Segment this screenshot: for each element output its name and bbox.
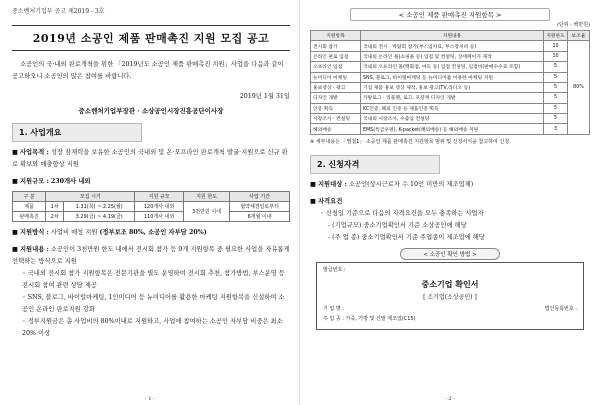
th-content: 지원내용 xyxy=(361,31,544,41)
cert-number: 발급번호 : xyxy=(323,266,346,273)
table-row xyxy=(311,124,590,134)
content-label: 지원내용 : xyxy=(19,246,49,253)
table-row xyxy=(311,103,590,113)
intro-paragraph: 소공인의 국·내외 판로개척을 위한 「2019년도 소공인 제품 판매촉진 지원」사업을 다음과 같이 공고하오니 소공인의 많은 참여를 바랍니다. xyxy=(12,61,284,80)
sub-text: 국내외 전시회 참가 지원항목은 전문기관을 별도 운영하여 전시회 추천, 참가방법, 부스운영 등 전시회 참여 관련 상담 제공 xyxy=(22,270,285,289)
method-item: ■ 지원방식 : 사업비 매칭 지원 (정부보조 80%, 소공인 자부담 20%) xyxy=(12,229,207,236)
sub-text: 정부지원금은 총 사업비의 80%이내로 지원하고, 사업에 참여하는 소공인 자부담 비중은 최소 20% 이상 xyxy=(22,318,283,337)
qual-2: - (주 업 종) 중소기업확인서 기준 주업종이 제조업에 해당 xyxy=(328,233,485,241)
table-cell: 10 xyxy=(544,41,568,51)
content-sub-1: ◦ 국내외 전시회 참가 지원항목은 전문기관을 별도 운영하여 전시회 추천, 참가방법, 부스운영 등 전시회 참여 관련 상담 제공 xyxy=(22,270,285,289)
table-cell: 3.29(금) ~ 4.19(금) xyxy=(64,212,135,222)
th-scale: 지원 규모 xyxy=(135,192,184,202)
table-cell: 국내외 오프라인 몰(백화점, 마트 등) 입점 컨설팅, 입점비(판매수수료 포함) xyxy=(361,62,544,72)
announcement-date: 2019년 1월 31일 xyxy=(239,93,290,100)
th-limit: 지원한도 xyxy=(544,31,568,41)
table-cell: EMS(특급우편), K-packet(해외배송) 등 해외배송 지원 xyxy=(361,124,544,134)
table-cell: 국내외 전시 · 박람회 참가(부스임차료, 부스장치비 등) xyxy=(361,41,544,51)
certificate-sample xyxy=(316,262,584,330)
table-cell: 온라인 판로 입점 xyxy=(311,51,361,61)
section-overview: 1. 사업개요 xyxy=(12,123,142,142)
qual-item: ■ 자격요건 xyxy=(310,197,343,205)
purpose-item: ■ 사업목적 : 성장 잠재력을 보유한 소공인의 국내외 및 온·오프라인 판로개척 발굴·지원으로 신규 판로 확보와 매출향상 지원 xyxy=(12,149,288,168)
th-period: 모집 시기 xyxy=(46,192,135,202)
footnote: ※ 세부내용은 「별첨1」 소공인 제품 판매촉진 지원항목 범위 및 신청서식을 참고하여 신청 xyxy=(310,138,510,145)
table-cell: 5 xyxy=(544,62,568,72)
table-cell: 1차 xyxy=(46,202,64,212)
cert-title: 중소기업 확인서 xyxy=(421,279,479,289)
page-number: - 2 - xyxy=(445,396,455,402)
section-eligibility: 2. 신청자격 xyxy=(310,155,440,174)
table-cell: 오프라인 입점 xyxy=(311,62,361,72)
content-sub-3: ◦ 정부지원금은 총 사업비의 80%이내로 지원하고, 사업에 참여하는 소공인 자부담 비중은 최소 20% 이상 xyxy=(22,318,283,337)
table-cell: 해외배송 xyxy=(311,124,361,134)
table-cell: 2차 xyxy=(46,212,64,222)
qual-label: 자격요건 xyxy=(317,197,343,205)
table-cell: 5 xyxy=(544,93,568,103)
method-text: 사업비 매칭 지원 xyxy=(50,229,98,236)
table-cell: 인증 획득 xyxy=(311,103,361,113)
rate-cell: 80% xyxy=(568,41,590,134)
support-items-table xyxy=(310,30,590,135)
table-row xyxy=(311,41,590,51)
table-row xyxy=(311,72,590,82)
unit-label: (단위 : 백만원) xyxy=(557,22,590,28)
table-cell: 전시회 참가 xyxy=(311,41,361,51)
target-label: 지원대상 : xyxy=(317,180,347,188)
table-row xyxy=(13,212,290,222)
notice-number: 중소벤처기업부 공고 제2019 - 3호 xyxy=(12,8,105,15)
target-item: ■ 지원대상 : 소공인(상시근로자 수 10인 미만의 제조업체) xyxy=(310,180,474,188)
cert-industry: 주 업 종 : 가죽, 가방 및 신발 제조업(C15) xyxy=(323,315,416,322)
table-cell: 카탈로그 · 리플렛, 로고, 포장재 디자인 개발 xyxy=(361,93,544,103)
table-cell: 3 xyxy=(544,124,568,134)
verify-method-title: < 소공인 확인 방법 > xyxy=(400,248,500,260)
content-sub-2: ◦ SNS, 블로그, 바이럴마케팅, 1인미디어 등 뉴미디어를 활용한 마케팅 지원항목을 신설하여 소공인 온라인 판로지원 강화 xyxy=(22,294,285,313)
table-cell: 6개월 이내 xyxy=(230,212,290,222)
table-cell: 1.31(목) ~ 2.25(월) xyxy=(64,202,135,212)
budget-item: ■ 지원규모 : 230개사 내외 xyxy=(12,178,91,185)
table-cell: 제품 xyxy=(13,202,46,212)
budget-text: 230개사 내외 xyxy=(50,178,91,185)
table-cell: 120개사 내외 xyxy=(135,202,184,212)
table-cell: KC인증, 해외 인증 등 제품인증 획득 xyxy=(361,103,544,113)
table-row xyxy=(13,202,290,212)
table-row xyxy=(311,93,590,103)
purpose-label: 사업목적 : xyxy=(19,149,49,156)
table-cell: 시장조사 · 컨설팅 xyxy=(311,114,361,124)
table-cell: 3천만원 이내 xyxy=(183,202,229,222)
table-cell: 판매촉진 xyxy=(13,212,46,222)
cert-company: 기 업 명 : xyxy=(323,305,344,312)
th-duration: 사업 기간 xyxy=(230,192,290,202)
target-text: 소공인(상시근로자 수 10인 미만의 제조업체) xyxy=(348,180,474,188)
table-row xyxy=(311,82,590,92)
content-text: 소공인이 3천만원 한도 내에서 전시회 참가 등 9개 지원항목 중 필요한 사업을 자유롭게 선택하는 방식으로 지원 xyxy=(12,246,290,265)
table-cell: 5 xyxy=(544,82,568,92)
th-category: 구 분 xyxy=(13,192,46,202)
table-cell: SNS, 블로그, 바이럴마케팅 등 뉴미디어를 이용한 마케팅 지원 xyxy=(361,72,544,82)
table-row xyxy=(311,51,590,61)
table-cell: 5 xyxy=(544,72,568,82)
page-2 xyxy=(300,0,600,405)
table-cell: 기업 제품 홍보 영상 제작, 홍보 광고(TV,라디오 등) xyxy=(361,82,544,92)
table-cell: 디자인 개발 xyxy=(311,93,361,103)
content-item: ■ 지원내용 : 소공인이 3천만원 한도 내에서 전시회 참가 등 9개 지원항목 중 필요한 사업을 자유롭게 선택하는 방식으로 지원 xyxy=(12,246,290,265)
issuer: 중소벤처기업부장관 · 소상공인시장진흥공단이사장 xyxy=(78,107,224,115)
cert-regno: 법인등록번호 : xyxy=(544,305,577,312)
method-note: (정부보조 80%, 소공인 자부담 20%) xyxy=(99,229,207,236)
method-label: 지원방식 : xyxy=(19,229,49,236)
table-cell: 뉴미디어 마케팅 xyxy=(311,72,361,82)
table-cell: 협약체결일로부터 xyxy=(230,202,290,212)
table-cell: 5 xyxy=(544,103,568,113)
cert-class: [ 소기업(소상공인) ] xyxy=(423,293,477,301)
recruitment-table xyxy=(12,191,290,222)
table-cell: 10 xyxy=(544,51,568,61)
table-row xyxy=(311,62,590,72)
table-cell: 국내외 온라인 몰(쇼핑몰 등) 입점 및 컨설팅, 상세페이지 제작 xyxy=(361,51,544,61)
page-number: - 1 - xyxy=(145,396,155,402)
th-rate: 보조율 xyxy=(568,31,590,41)
table-cell: 110개사 내외 xyxy=(135,212,184,222)
support-items-header xyxy=(310,8,590,21)
sub-text: SNS, 블로그, 바이럴마케팅, 1인미디어 등 뉴미디어를 활용한 마케팅 지원항목을 신설하여 소공인 온라인 판로지원 강화 xyxy=(22,294,285,313)
purpose-text: 성장 잠재력을 보유한 소공인의 국내외 및 온·오프라인 판로개척 발굴·지원으로 신규 판로 확보와 매출향상 지원 xyxy=(12,149,288,168)
th-item: 지원항목 xyxy=(311,31,361,41)
table-cell: 5 xyxy=(544,114,568,124)
table-cell: 국내외 시장조사, 수출입 컨설팅 xyxy=(361,114,544,124)
qual-1: - (기업규모) 중소기업확인서 기준 소상공인에 해당 xyxy=(328,221,467,229)
qual-text: ◦ 신청일 기준으로 다음의 자격요건을 모두 충족하는 사업자 xyxy=(320,209,484,217)
table-row xyxy=(311,114,590,124)
budget-label: 지원규모 : xyxy=(19,178,49,185)
page-title: 2019년 소공인 제품 판매촉진 지원 모집 공고 xyxy=(12,25,290,51)
cert-row xyxy=(323,305,577,312)
th-limit: 지원 한도 xyxy=(183,192,229,202)
support-items-title: < 소공인 제품 판매촉진 지원항목 > xyxy=(350,8,550,21)
table-cell: 홍보영상 · 광고 xyxy=(311,82,361,92)
sub-text: 신청일 기준으로 다음의 자격요건을 모두 충족하는 사업자 xyxy=(325,209,484,217)
